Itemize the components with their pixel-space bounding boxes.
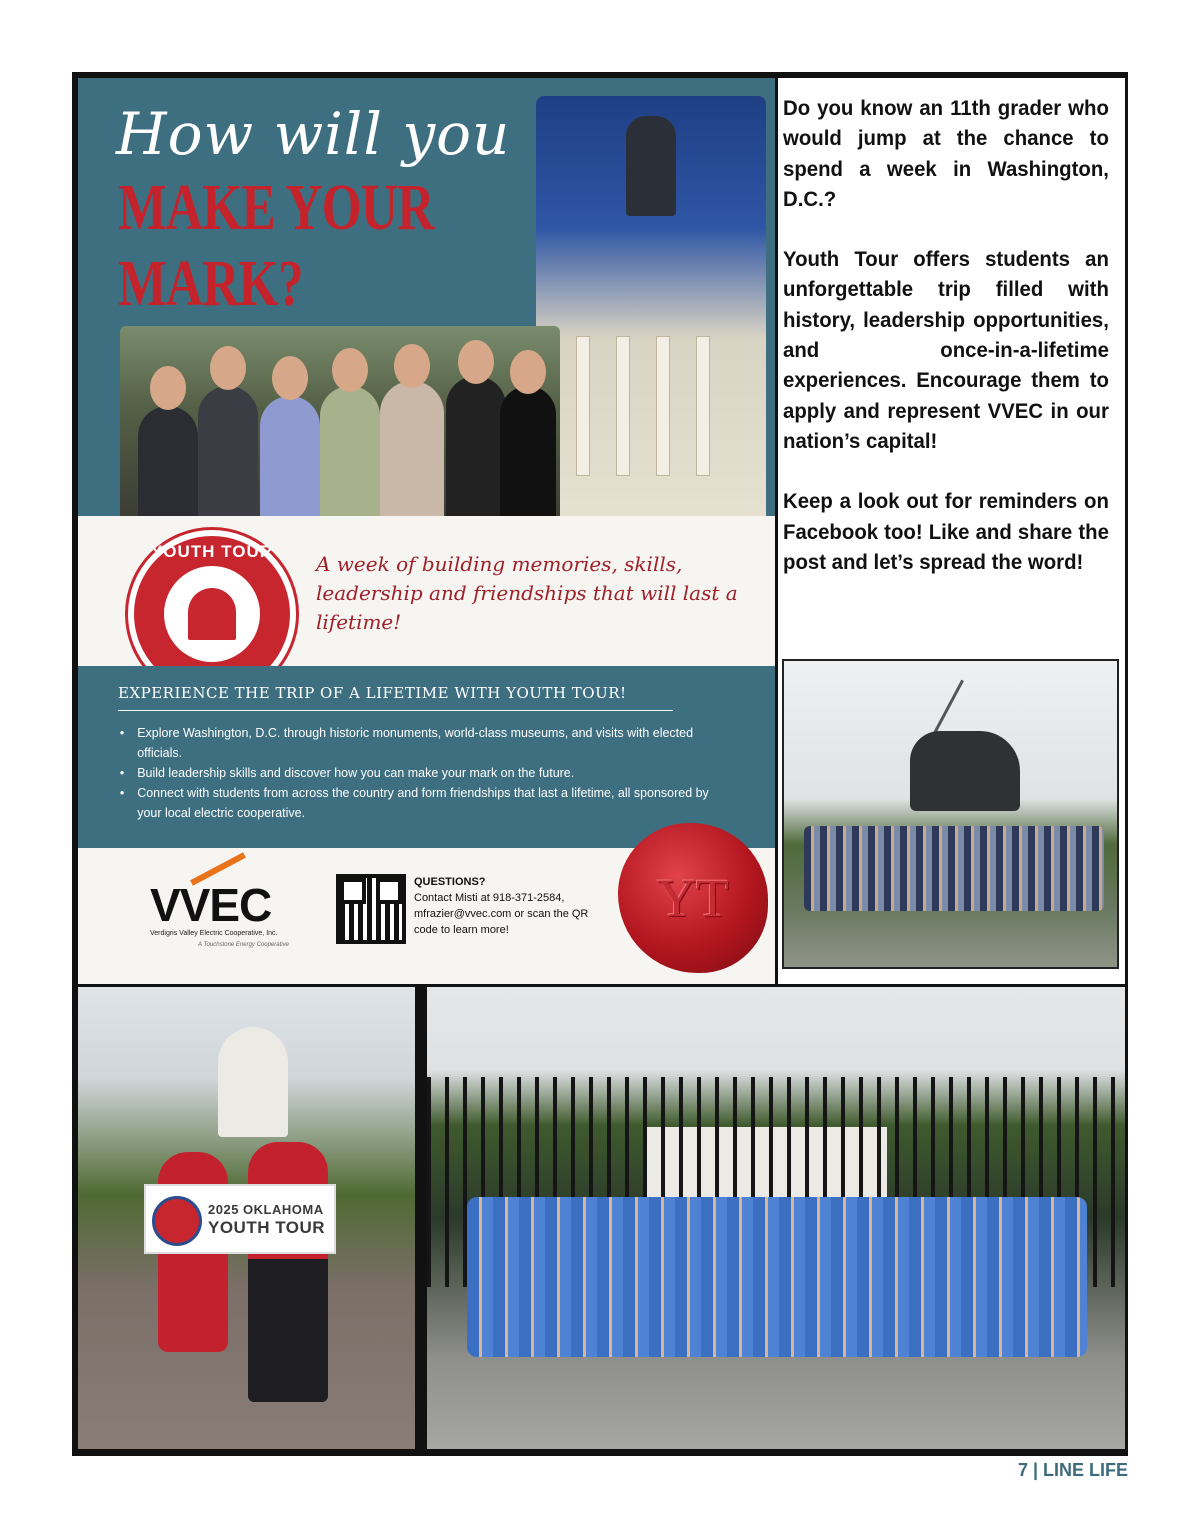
student-boy xyxy=(248,1142,328,1402)
iwo-jima-memorial-photo xyxy=(782,659,1119,969)
student-face xyxy=(458,340,494,384)
dome-column xyxy=(616,336,630,476)
memorial-statue xyxy=(910,731,1020,811)
seal-center xyxy=(164,566,260,662)
student xyxy=(380,381,444,526)
vvec-logo-tagline: A Touchstone Energy Cooperative xyxy=(198,942,289,948)
white-house-group-photo xyxy=(427,987,1125,1449)
student-face xyxy=(272,356,308,400)
title-rule xyxy=(118,710,673,711)
student-crowd xyxy=(467,1197,1087,1357)
list-item: • Explore Washington, D.C. through historic monuments, world-class museums, and visits with elected officials. xyxy=(118,723,713,763)
page-frame xyxy=(72,72,1128,1456)
list-item: • Build leadership skills and discover how you can make your mark on the future. xyxy=(118,763,713,783)
student xyxy=(138,406,198,526)
student xyxy=(260,396,320,526)
seal-icon xyxy=(152,1196,202,1246)
vvec-logo: VVEC xyxy=(150,879,272,931)
headline-main: MAKE YOUR MARK? xyxy=(118,171,434,320)
capitol-dome-icon xyxy=(188,588,236,640)
dome-column xyxy=(576,336,590,476)
capitol-dome-photo xyxy=(536,96,766,536)
benefits-list xyxy=(118,723,738,823)
dome-column xyxy=(656,336,670,476)
statue-of-freedom xyxy=(626,116,676,216)
youth-tour-sign xyxy=(144,1184,336,1254)
article-panel xyxy=(778,78,1125,984)
student xyxy=(500,386,556,526)
list-item: • Connect with students from across the country and form friendships that last a lifetime, all sponsored by your local electric cooperative. xyxy=(118,783,713,823)
student-face xyxy=(210,346,246,390)
article-paragraph: Youth Tour offers students an unforgettable trip filled with history, leadership opportunities, and once-in-a-lifetime experiences. Encourage them to apply and represent VVEC in our nation’s capital! xyxy=(783,248,1109,453)
questions-heading: QUESTIONS? xyxy=(414,876,486,888)
qr-code-icon[interactable] xyxy=(336,874,406,944)
seal-top-text: YOUTH TOUR xyxy=(150,542,274,561)
article-body xyxy=(783,94,1109,608)
student-group xyxy=(804,826,1104,911)
questions-contact: Contact Misti at 918-371-2584, mfrazier@vvec.com or scan the QR code to learn more! xyxy=(414,892,589,936)
student-face xyxy=(510,350,546,394)
student xyxy=(446,376,506,526)
article-paragraph: Do you know an 11th grader who would jump at the chance to spend a week in Washington, D.C.? xyxy=(783,97,1109,211)
student-face xyxy=(332,348,368,392)
sign-line-1: 2025 OKLAHOMA xyxy=(208,1202,324,1217)
vvec-logo-subtitle: Verdigris Valley Electric Cooperative, Inc. xyxy=(150,930,278,937)
youth-tour-ad xyxy=(78,78,775,984)
student xyxy=(320,386,380,526)
sign-line-2: YOUTH TOUR xyxy=(208,1218,326,1237)
students-sign-photo xyxy=(78,987,415,1449)
ad-header-area xyxy=(78,78,775,548)
student xyxy=(198,386,258,526)
article-paragraph: Keep a look out for reminders on Facebook too! Like and share the post and let’s spread the word! xyxy=(783,490,1109,574)
student-face xyxy=(150,366,186,410)
headline-script: How will you xyxy=(116,100,511,168)
page-footer: 7 | LINE LIFE xyxy=(1017,1460,1128,1480)
wax-seal-monogram: YT xyxy=(657,868,729,928)
ad-tagline: A week of building memories, skills, leadership and friendships that will last a lifetime! xyxy=(316,552,738,634)
experience-title: EXPERIENCE THE TRIP OF A LIFETIME WITH YOUTH TOUR! xyxy=(118,684,627,702)
capitol-dome xyxy=(218,1027,288,1137)
student-face xyxy=(394,344,430,388)
students-group-photo xyxy=(120,326,560,526)
dome-column xyxy=(696,336,710,476)
